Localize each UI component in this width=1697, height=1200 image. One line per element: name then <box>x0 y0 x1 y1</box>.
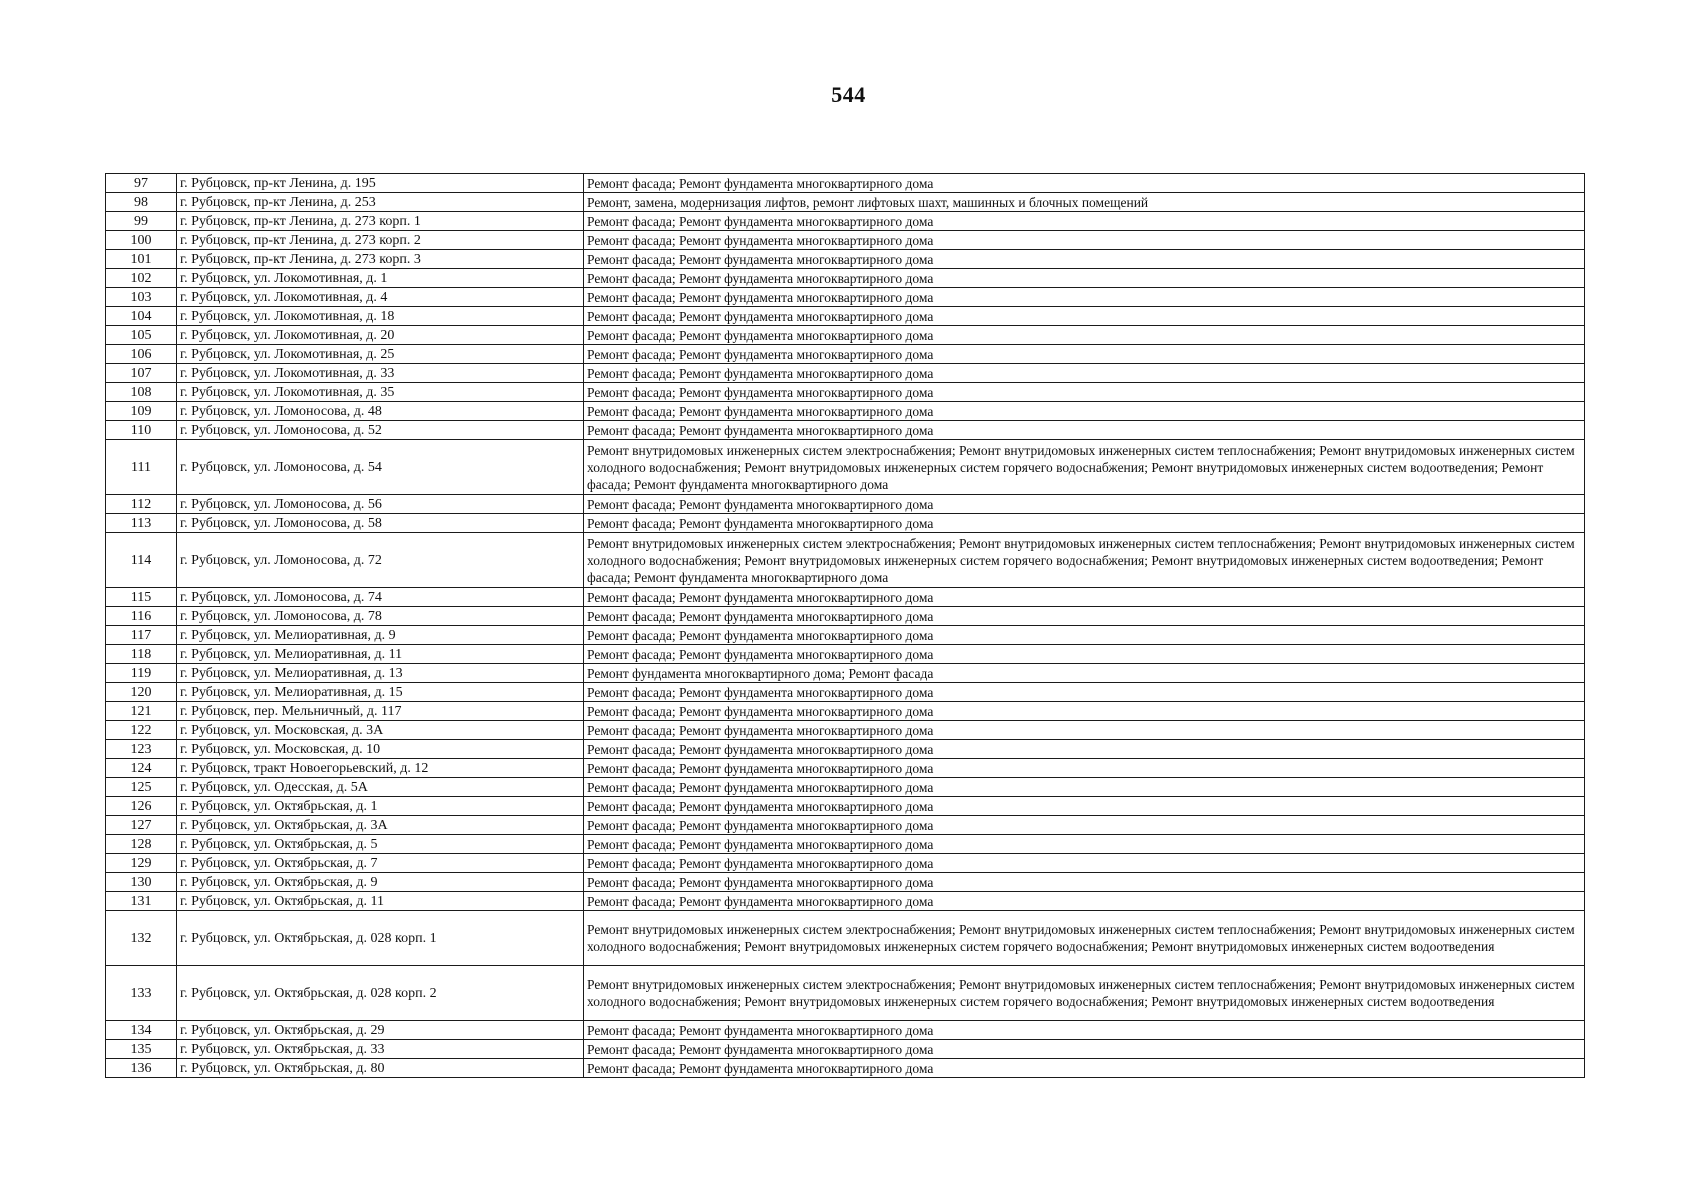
address-cell: г. Рубцовск, ул. Локомотивная, д. 4 <box>177 288 584 307</box>
address-cell: г. Рубцовск, ул. Ломоносова, д. 72 <box>177 533 584 588</box>
address-cell: г. Рубцовск, ул. Ломоносова, д. 78 <box>177 607 584 626</box>
row-number-cell: 103 <box>106 288 177 307</box>
address-cell: г. Рубцовск, ул. Мелиоративная, д. 15 <box>177 683 584 702</box>
page-number: 544 <box>831 82 866 107</box>
row-number-cell: 124 <box>106 759 177 778</box>
repair-works-cell: Ремонт фасада; Ремонт фундамента многоквартирного дома <box>584 345 1585 364</box>
table-row <box>106 816 1585 835</box>
address-cell: г. Рубцовск, ул. Ломоносова, д. 52 <box>177 421 584 440</box>
address-cell: г. Рубцовск, ул. Ломоносова, д. 48 <box>177 402 584 421</box>
row-number-cell: 107 <box>106 364 177 383</box>
row-number-cell: 129 <box>106 854 177 873</box>
address-cell: г. Рубцовск, ул. Ломоносова, д. 54 <box>177 440 584 495</box>
table-row <box>106 174 1585 193</box>
address-cell: г. Рубцовск, ул. Октябрьская, д. 33 <box>177 1040 584 1059</box>
repair-works-cell: Ремонт фасада; Ремонт фундамента многоквартирного дома <box>584 250 1585 269</box>
repair-works-cell: Ремонт фасада; Ремонт фундамента многоквартирного дома <box>584 797 1585 816</box>
table-row <box>106 588 1585 607</box>
repair-works-cell: Ремонт фасада; Ремонт фундамента многоквартирного дома <box>584 495 1585 514</box>
repair-works-cell: Ремонт фасада; Ремонт фундамента многоквартирного дома <box>584 683 1585 702</box>
row-number-cell: 104 <box>106 307 177 326</box>
address-cell: г. Рубцовск, пр-кт Ленина, д. 273 корп. 2 <box>177 231 584 250</box>
table-row <box>106 440 1585 495</box>
row-number-cell: 130 <box>106 873 177 892</box>
address-cell: г. Рубцовск, ул. Московская, д. 3А <box>177 721 584 740</box>
repair-works-cell: Ремонт фасада; Ремонт фундамента многоквартирного дома <box>584 759 1585 778</box>
row-number-cell: 105 <box>106 326 177 345</box>
table-row <box>106 421 1585 440</box>
row-number-cell: 126 <box>106 797 177 816</box>
repair-works-cell: Ремонт фасада; Ремонт фундамента многоквартирного дома <box>584 816 1585 835</box>
address-cell: г. Рубцовск, ул. Октябрьская, д. 028 корп. 2 <box>177 966 584 1021</box>
table-row <box>106 683 1585 702</box>
row-number-cell: 136 <box>106 1059 177 1078</box>
row-number-cell: 131 <box>106 892 177 911</box>
repair-works-cell: Ремонт фасада; Ремонт фундамента многоквартирного дома <box>584 174 1585 193</box>
table-row <box>106 778 1585 797</box>
row-number-cell: 101 <box>106 250 177 269</box>
table-row <box>106 740 1585 759</box>
address-cell: г. Рубцовск, ул. Мелиоративная, д. 11 <box>177 645 584 664</box>
row-number-cell: 97 <box>106 174 177 193</box>
address-cell: г. Рубцовск, ул. Ломоносова, д. 74 <box>177 588 584 607</box>
table-row <box>106 269 1585 288</box>
repair-works-cell: Ремонт фасада; Ремонт фундамента многоквартирного дома <box>584 307 1585 326</box>
address-cell: г. Рубцовск, пер. Мельничный, д. 117 <box>177 702 584 721</box>
row-number-cell: 99 <box>106 212 177 231</box>
repair-works-cell: Ремонт фасада; Ремонт фундамента многоквартирного дома <box>584 269 1585 288</box>
address-cell: г. Рубцовск, ул. Октябрьская, д. 29 <box>177 1021 584 1040</box>
row-number-cell: 113 <box>106 514 177 533</box>
table-row <box>106 495 1585 514</box>
repair-works-cell: Ремонт фасада; Ремонт фундамента многоквартирного дома <box>584 702 1585 721</box>
address-cell: г. Рубцовск, тракт Новоегорьевский, д. 12 <box>177 759 584 778</box>
address-cell: г. Рубцовск, ул. Мелиоративная, д. 9 <box>177 626 584 645</box>
table-row <box>106 193 1585 212</box>
table-row <box>106 854 1585 873</box>
table-row <box>106 645 1585 664</box>
repair-works-cell: Ремонт фасада; Ремонт фундамента многоквартирного дома <box>584 721 1585 740</box>
row-number-cell: 128 <box>106 835 177 854</box>
table-row <box>106 702 1585 721</box>
table-row <box>106 326 1585 345</box>
repair-works-cell: Ремонт фасада; Ремонт фундамента многоквартирного дома <box>584 778 1585 797</box>
row-number-cell: 119 <box>106 664 177 683</box>
repair-works-cell: Ремонт фасада; Ремонт фундамента многоквартирного дома <box>584 626 1585 645</box>
table-row <box>106 966 1585 1021</box>
table-row <box>106 1059 1585 1078</box>
repair-works-cell: Ремонт фасада; Ремонт фундамента многоквартирного дома <box>584 288 1585 307</box>
address-cell: г. Рубцовск, ул. Локомотивная, д. 18 <box>177 307 584 326</box>
repair-registry-table <box>105 173 1585 1078</box>
repair-works-cell: Ремонт внутридомовых инженерных систем электроснабжения; Ремонт внутридомовых инженерных систем теплоснабжения; Ремонт внутридомовых инженерных систем холодного водоснабжения; Ремонт внутридомовых инженерных систем горячего водоснабжения; Ремонт внутридомовых инженерных систем водоотведения <box>584 911 1585 966</box>
row-number-cell: 125 <box>106 778 177 797</box>
row-number-cell: 106 <box>106 345 177 364</box>
address-cell: г. Рубцовск, ул. Локомотивная, д. 1 <box>177 269 584 288</box>
row-number-cell: 100 <box>106 231 177 250</box>
table-row <box>106 307 1585 326</box>
address-cell: г. Рубцовск, ул. Октябрьская, д. 3А <box>177 816 584 835</box>
repair-works-cell: Ремонт фасада; Ремонт фундамента многоквартирного дома <box>584 854 1585 873</box>
registry-table-container <box>105 173 1575 1078</box>
row-number-cell: 121 <box>106 702 177 721</box>
repair-works-cell: Ремонт фасада; Ремонт фундамента многоквартирного дома <box>584 873 1585 892</box>
table-row <box>106 911 1585 966</box>
table-row <box>106 288 1585 307</box>
address-cell: г. Рубцовск, ул. Одесская, д. 5А <box>177 778 584 797</box>
address-cell: г. Рубцовск, ул. Октябрьская, д. 80 <box>177 1059 584 1078</box>
repair-works-cell: Ремонт фасада; Ремонт фундамента многоквартирного дома <box>584 383 1585 402</box>
address-cell: г. Рубцовск, пр-кт Ленина, д. 273 корп. 1 <box>177 212 584 231</box>
address-cell: г. Рубцовск, ул. Октябрьская, д. 5 <box>177 835 584 854</box>
repair-works-cell: Ремонт фасада; Ремонт фундамента многоквартирного дома <box>584 1059 1585 1078</box>
repair-works-cell: Ремонт, замена, модернизация лифтов, ремонт лифтовых шахт, машинных и блочных помещений <box>584 193 1585 212</box>
repair-works-cell: Ремонт фасада; Ремонт фундамента многоквартирного дома <box>584 212 1585 231</box>
repair-works-cell: Ремонт фасада; Ремонт фундамента многоквартирного дома <box>584 326 1585 345</box>
repair-works-cell: Ремонт фасада; Ремонт фундамента многоквартирного дома <box>584 835 1585 854</box>
table-row <box>106 835 1585 854</box>
repair-works-cell: Ремонт фасада; Ремонт фундамента многоквартирного дома <box>584 740 1585 759</box>
row-number-cell: 120 <box>106 683 177 702</box>
table-row <box>106 250 1585 269</box>
repair-works-cell: Ремонт фасада; Ремонт фундамента многоквартирного дома <box>584 1021 1585 1040</box>
address-cell: г. Рубцовск, ул. Ломоносова, д. 56 <box>177 495 584 514</box>
address-cell: г. Рубцовск, ул. Московская, д. 10 <box>177 740 584 759</box>
address-cell: г. Рубцовск, ул. Локомотивная, д. 33 <box>177 364 584 383</box>
table-row <box>106 873 1585 892</box>
repair-works-cell: Ремонт внутридомовых инженерных систем электроснабжения; Ремонт внутридомовых инженерных систем теплоснабжения; Ремонт внутридомовых инженерных систем холодного водоснабжения; Ремонт внутридомовых инженерных систем горячего водоснабжения; Ремонт внутридомовых инженерных систем водоотведения; Ремонт фасада; Ремонт фундамента многоквартирного дома <box>584 533 1585 588</box>
repair-works-cell: Ремонт внутридомовых инженерных систем электроснабжения; Ремонт внутридомовых инженерных систем теплоснабжения; Ремонт внутридомовых инженерных систем холодного водоснабжения; Ремонт внутридомовых инженерных систем горячего водоснабжения; Ремонт внутридомовых инженерных систем водоотведения; Ремонт фасада; Ремонт фундамента многоквартирного дома <box>584 440 1585 495</box>
repair-works-cell: Ремонт фасада; Ремонт фундамента многоквартирного дома <box>584 421 1585 440</box>
table-row <box>106 626 1585 645</box>
row-number-cell: 102 <box>106 269 177 288</box>
row-number-cell: 111 <box>106 440 177 495</box>
row-number-cell: 127 <box>106 816 177 835</box>
repair-works-cell: Ремонт фасада; Ремонт фундамента многоквартирного дома <box>584 607 1585 626</box>
repair-works-cell: Ремонт фасада; Ремонт фундамента многоквартирного дома <box>584 645 1585 664</box>
address-cell: г. Рубцовск, ул. Октябрьская, д. 9 <box>177 873 584 892</box>
row-number-cell: 108 <box>106 383 177 402</box>
table-row <box>106 345 1585 364</box>
address-cell: г. Рубцовск, ул. Октябрьская, д. 7 <box>177 854 584 873</box>
repair-works-cell: Ремонт фасада; Ремонт фундамента многоквартирного дома <box>584 402 1585 421</box>
row-number-cell: 98 <box>106 193 177 212</box>
row-number-cell: 112 <box>106 495 177 514</box>
row-number-cell: 114 <box>106 533 177 588</box>
table-row <box>106 797 1585 816</box>
repair-works-cell: Ремонт фасада; Ремонт фундамента многоквартирного дома <box>584 364 1585 383</box>
table-row <box>106 533 1585 588</box>
address-cell: г. Рубцовск, ул. Локомотивная, д. 35 <box>177 383 584 402</box>
repair-works-cell: Ремонт фасада; Ремонт фундамента многоквартирного дома <box>584 231 1585 250</box>
row-number-cell: 123 <box>106 740 177 759</box>
row-number-cell: 122 <box>106 721 177 740</box>
table-row <box>106 1021 1585 1040</box>
table-row <box>106 383 1585 402</box>
address-cell: г. Рубцовск, ул. Октябрьская, д. 028 корп. 1 <box>177 911 584 966</box>
table-row <box>106 364 1585 383</box>
address-cell: г. Рубцовск, ул. Октябрьская, д. 11 <box>177 892 584 911</box>
row-number-cell: 109 <box>106 402 177 421</box>
row-number-cell: 118 <box>106 645 177 664</box>
address-cell: г. Рубцовск, пр-кт Ленина, д. 195 <box>177 174 584 193</box>
address-cell: г. Рубцовск, ул. Октябрьская, д. 1 <box>177 797 584 816</box>
row-number-cell: 132 <box>106 911 177 966</box>
row-number-cell: 135 <box>106 1040 177 1059</box>
row-number-cell: 115 <box>106 588 177 607</box>
table-row <box>106 402 1585 421</box>
address-cell: г. Рубцовск, пр-кт Ленина, д. 253 <box>177 193 584 212</box>
table-row <box>106 892 1585 911</box>
address-cell: г. Рубцовск, ул. Ломоносова, д. 58 <box>177 514 584 533</box>
repair-works-cell: Ремонт внутридомовых инженерных систем электроснабжения; Ремонт внутридомовых инженерных систем теплоснабжения; Ремонт внутридомовых инженерных систем холодного водоснабжения; Ремонт внутридомовых инженерных систем горячего водоснабжения; Ремонт внутридомовых инженерных систем водоотведения <box>584 966 1585 1021</box>
table-row <box>106 231 1585 250</box>
row-number-cell: 110 <box>106 421 177 440</box>
registry-table-body <box>106 174 1585 1078</box>
repair-works-cell: Ремонт фасада; Ремонт фундамента многоквартирного дома <box>584 1040 1585 1059</box>
table-row <box>106 664 1585 683</box>
repair-works-cell: Ремонт фундамента многоквартирного дома; Ремонт фасада <box>584 664 1585 683</box>
repair-works-cell: Ремонт фасада; Ремонт фундамента многоквартирного дома <box>584 514 1585 533</box>
table-row <box>106 759 1585 778</box>
table-row <box>106 1040 1585 1059</box>
row-number-cell: 134 <box>106 1021 177 1040</box>
table-row <box>106 514 1585 533</box>
address-cell: г. Рубцовск, пр-кт Ленина, д. 273 корп. 3 <box>177 250 584 269</box>
address-cell: г. Рубцовск, ул. Локомотивная, д. 20 <box>177 326 584 345</box>
row-number-cell: 117 <box>106 626 177 645</box>
row-number-cell: 133 <box>106 966 177 1021</box>
row-number-cell: 116 <box>106 607 177 626</box>
address-cell: г. Рубцовск, ул. Мелиоративная, д. 13 <box>177 664 584 683</box>
repair-works-cell: Ремонт фасада; Ремонт фундамента многоквартирного дома <box>584 892 1585 911</box>
repair-works-cell: Ремонт фасада; Ремонт фундамента многоквартирного дома <box>584 588 1585 607</box>
table-row <box>106 212 1585 231</box>
table-row <box>106 721 1585 740</box>
table-row <box>106 607 1585 626</box>
address-cell: г. Рубцовск, ул. Локомотивная, д. 25 <box>177 345 584 364</box>
